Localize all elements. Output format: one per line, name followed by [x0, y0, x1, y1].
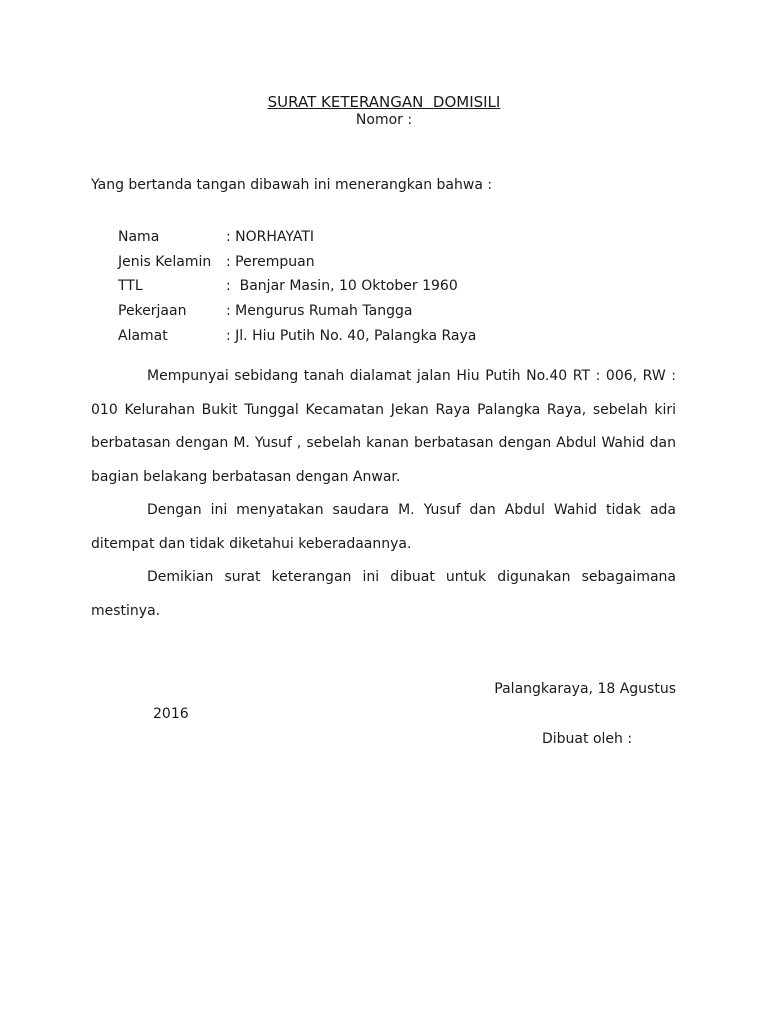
field-row-nama: [118, 227, 476, 252]
field-label: Alamat: [118, 327, 168, 344]
field-value: : NORHAYATI: [226, 229, 315, 245]
field-value: : Mengurus Rumah Tangga: [226, 303, 413, 320]
letter-number: Nomor :: [355, 112, 413, 128]
field-label: Jenis Kelamin: [118, 253, 212, 270]
field-row-alamat: [118, 326, 476, 351]
field-label: Nama: [118, 229, 160, 245]
field-row-ttl: [118, 276, 476, 301]
field-value: : Jl. Hiu Putih No. 40, Palangka Raya: [226, 327, 477, 344]
identity-fields: [118, 227, 476, 350]
field-row-jenis-kelamin: [118, 252, 476, 277]
place-and-date: Palangkaraya, 18 Agustus: [494, 681, 676, 697]
paragraph-statement: Dengan ini menyatakan saudara M. Yusuf dan Abdul Wahid tidak ada ditempat dan tidak diketahui keberadaannya.: [91, 502, 676, 552]
field-value: : Perempuan: [226, 253, 315, 270]
paragraph-land-description: Mempunyai sebidang tanah dialamat jalan Hiu Putih No.40 RT : 006, RW : 010 Kelurahan Bukit Tunggal Kecamatan Jekan Raya Palangka Raya, sebelah kiri berbatasan dengan M. Yusuf , sebelah kanan berbatasan dengan Abdul Wahid dan bagian belakang berbatasan dengan Anwar.: [91, 368, 676, 485]
field-value: : Banjar Masin, 10 Oktober 1960: [226, 278, 458, 295]
paragraph-closing: Demikian surat keterangan ini dibuat untuk digunakan sebagaimana mestinya.: [91, 569, 676, 619]
field-label: TTL: [118, 278, 143, 295]
letter-title: SURAT KETERANGAN DOMISILI: [267, 93, 501, 111]
intro-text: Yang bertanda tangan dibawah ini menerangkan bahwa :: [91, 177, 493, 193]
signature-label: Dibuat oleh :: [542, 731, 633, 747]
date-year: 2016: [153, 706, 189, 722]
field-label: Pekerjaan: [118, 303, 187, 320]
field-row-pekerjaan: [118, 301, 476, 326]
